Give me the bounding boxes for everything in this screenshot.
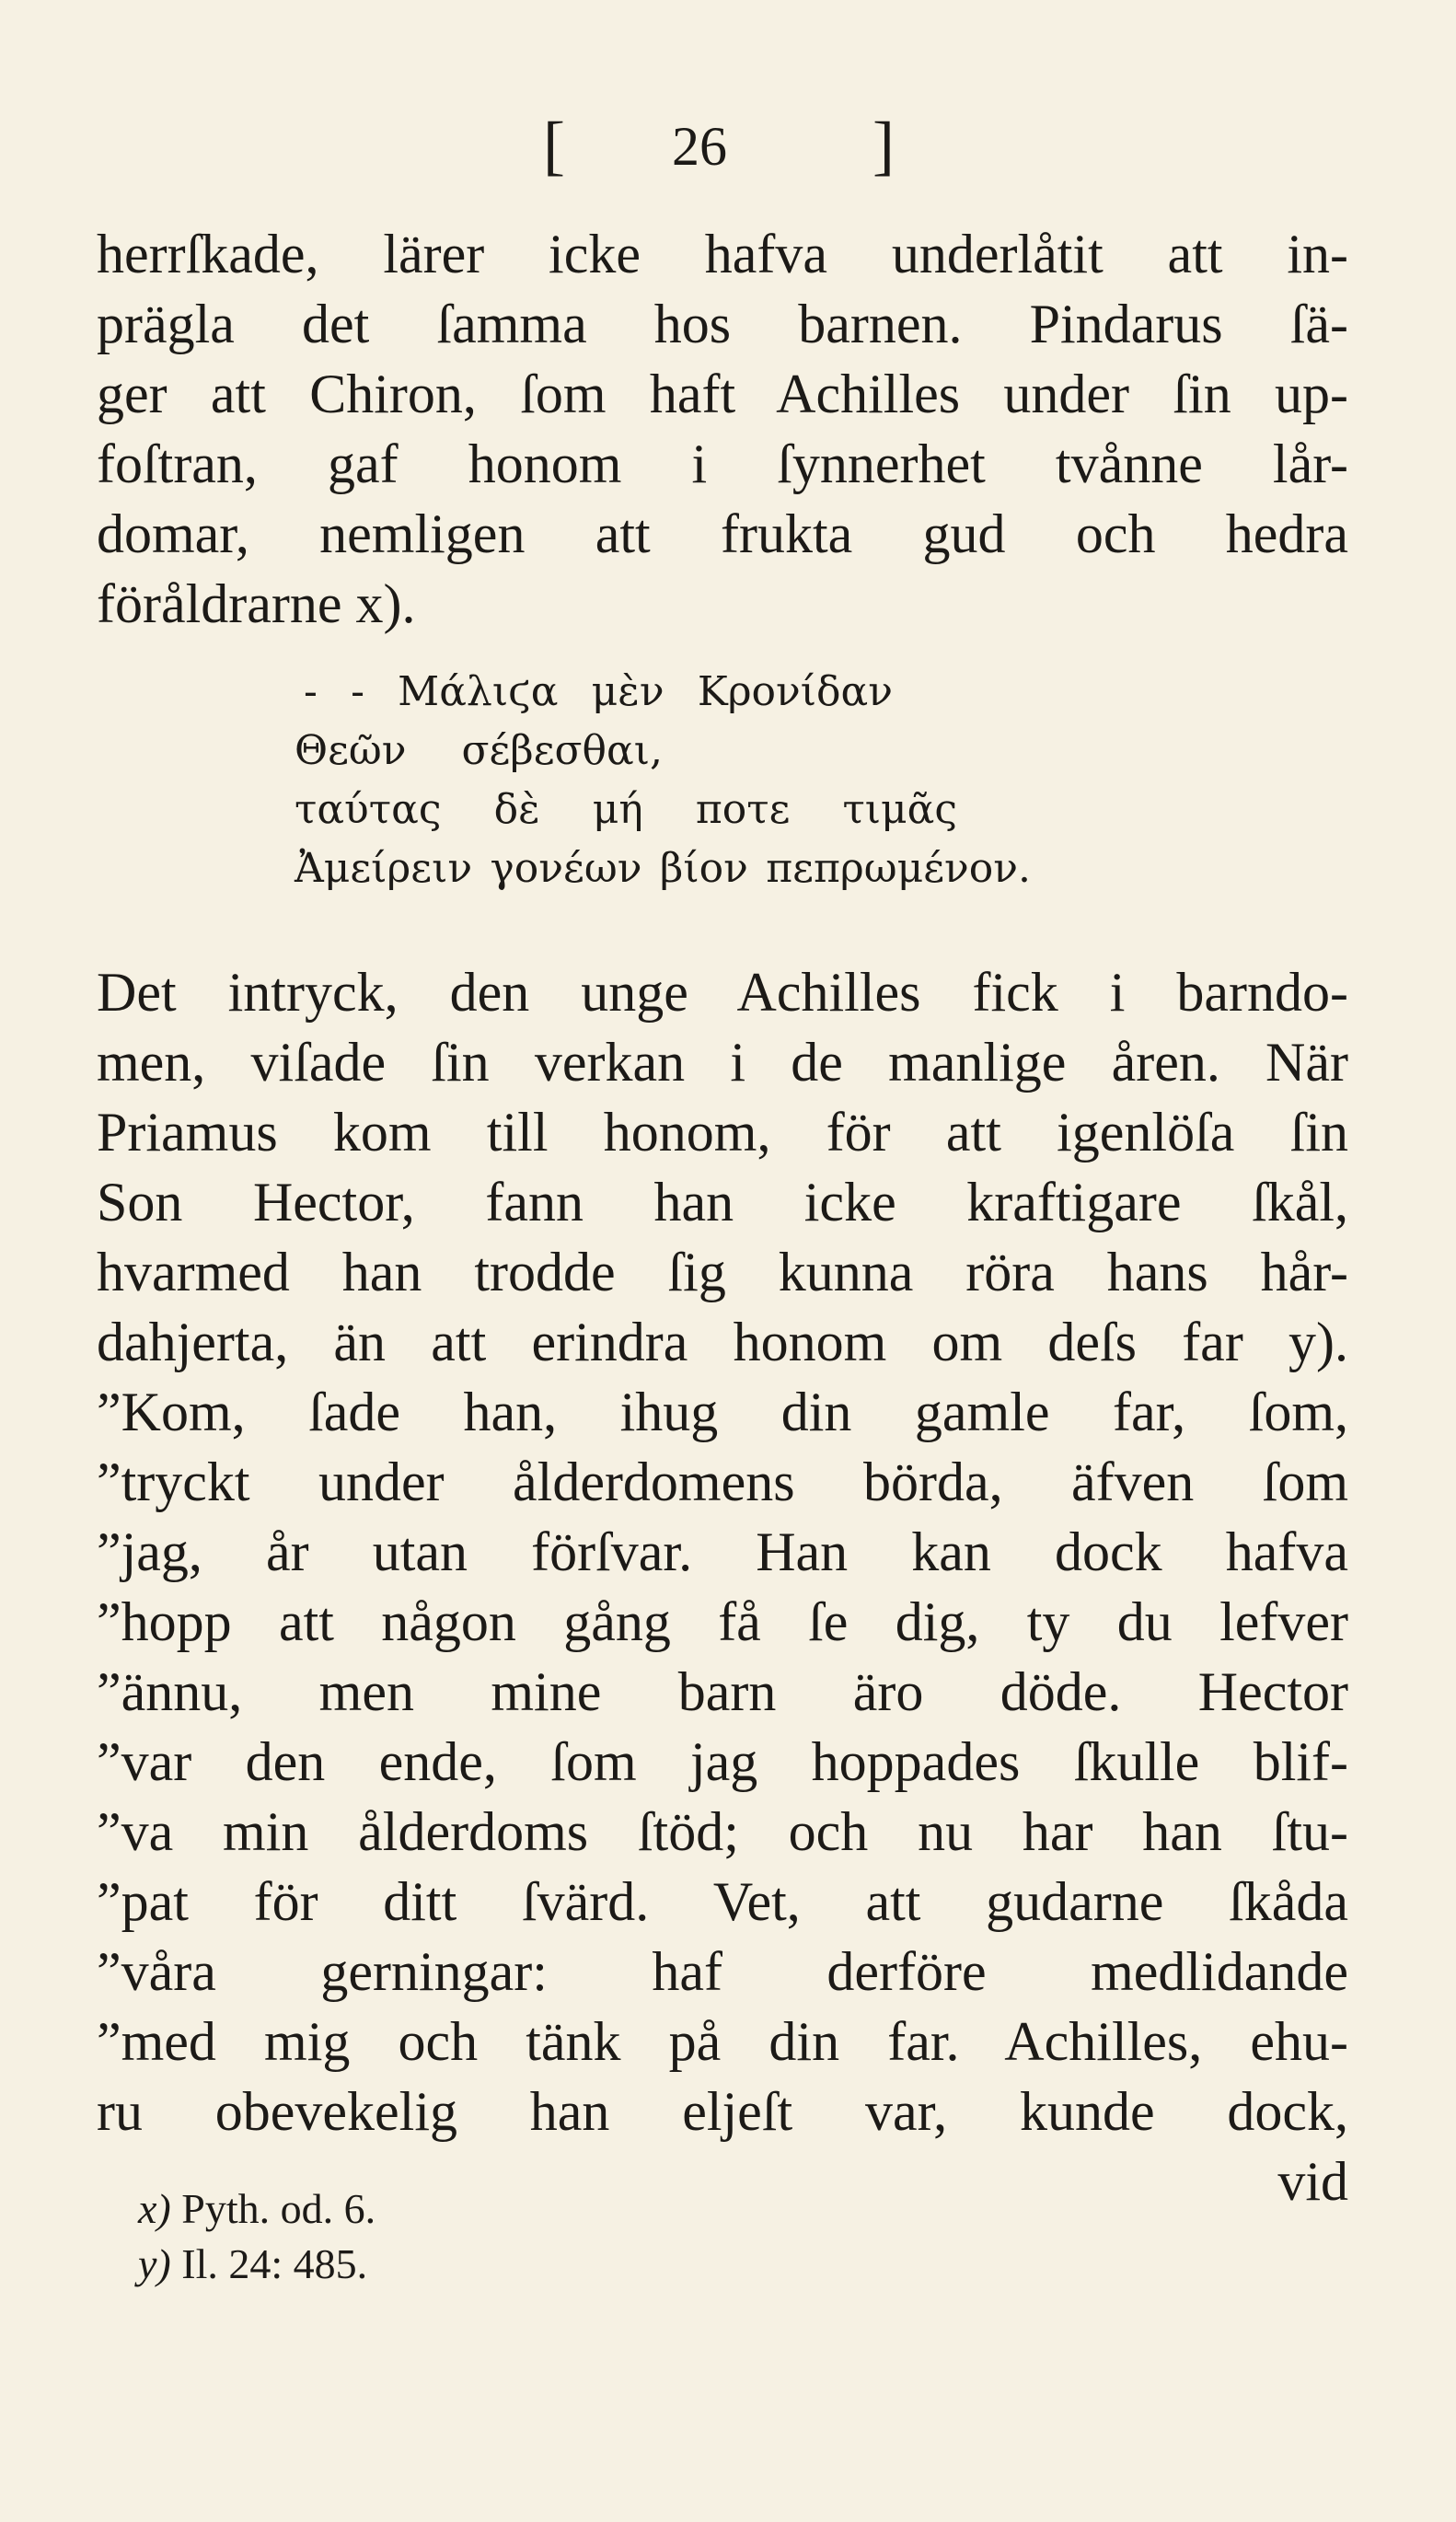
greek-line: - - Μάλιϛα μὲν Κρονίδαν <box>304 668 893 715</box>
greek-quotation <box>295 663 1031 898</box>
footnotes <box>138 2181 690 2292</box>
paragraph-1 <box>97 219 1348 639</box>
footnote-mark: x) <box>138 2185 171 2232</box>
text-line: prägla det ſamma hos barnen. Pindarus ſä- <box>97 294 1348 354</box>
text-line: foſtran, gaf honom i ſynnerhet tvånne lår- <box>97 434 1348 494</box>
header-bracket-left: [ <box>543 109 565 182</box>
text-line: föråldrarne x). <box>97 573 416 634</box>
text-line: ”pat för ditt ſvärd. Vet, att gudarne ſkåda <box>97 1871 1348 1932</box>
text-line: ”ännu, men mine barn äro döde. Hector <box>97 1661 1348 1722</box>
greek-line: Ἀμείρειν γονέων βίον πεπρωμένον. <box>295 845 1031 892</box>
text-line: ”va min ålderdoms ſtöd; och nu har han ſtu- <box>97 1801 1348 1862</box>
text-line: men, viſade ſin verkan i de manlige åren. När <box>97 1032 1348 1093</box>
text-line: ger att Chiron, ſom haft Achilles under ſin up- <box>97 364 1348 424</box>
header-bracket-right: ] <box>872 109 895 182</box>
text-line: ”var den ende, ſom jag hoppades ſkulle blif- <box>97 1731 1348 1792</box>
text-line: Priamus kom till honom, för att igenlöſa ſin <box>97 1102 1348 1163</box>
footnote-mark: y) <box>138 2240 171 2287</box>
page-header <box>0 109 1456 182</box>
page-number: 26 <box>672 116 727 177</box>
text-line: dahjerta, än att erindra honom om deſs far y). <box>97 1312 1348 1372</box>
footnote-text: Pyth. od. 6. <box>181 2185 376 2232</box>
text-line: Det intryck, den unge Achilles fick i barndo- <box>97 962 1348 1023</box>
text-line: Son Hector, fann han icke kraftigare ſkål, <box>97 1172 1348 1232</box>
text-line: hvarmed han trodde ſig kunna röra hans hår- <box>97 1242 1348 1302</box>
footnote <box>138 2181 690 2237</box>
greek-line: Θεῶν σέβεσθαι, <box>295 727 663 774</box>
text-line: herrſkade, lärer icke hafva underlåtit att in- <box>97 224 1348 284</box>
footnote <box>138 2237 690 2292</box>
text-line: ”våra gerningar: haf derföre medlidande <box>97 1941 1348 2002</box>
paragraph-2 <box>97 957 1348 2216</box>
catchword: vid <box>1277 2151 1348 2212</box>
text-line: ”Kom, ſade han, ihug din gamle far, ſom, <box>97 1382 1348 1442</box>
text-line: ”jag, år utan förſvar. Han kan dock hafva <box>97 1521 1348 1582</box>
text-line: ”med mig och tänk på din far. Achilles, ehu- <box>97 2011 1348 2072</box>
footnote-text: Il. 24: 485. <box>181 2240 368 2287</box>
text-line: ”hopp att någon gång få ſe dig, ty du lefver <box>97 1591 1348 1652</box>
text-line: ru obevekelig han eljeſt var, kunde dock, <box>97 2081 1348 2142</box>
text-line: domar, nemligen att frukta gud och hedra <box>97 503 1348 564</box>
greek-line: ταύτας δὲ μή ποτε τιμᾶς <box>295 786 957 833</box>
text-line: ”tryckt under ålderdomens börda, äfven ſom <box>97 1452 1348 1512</box>
